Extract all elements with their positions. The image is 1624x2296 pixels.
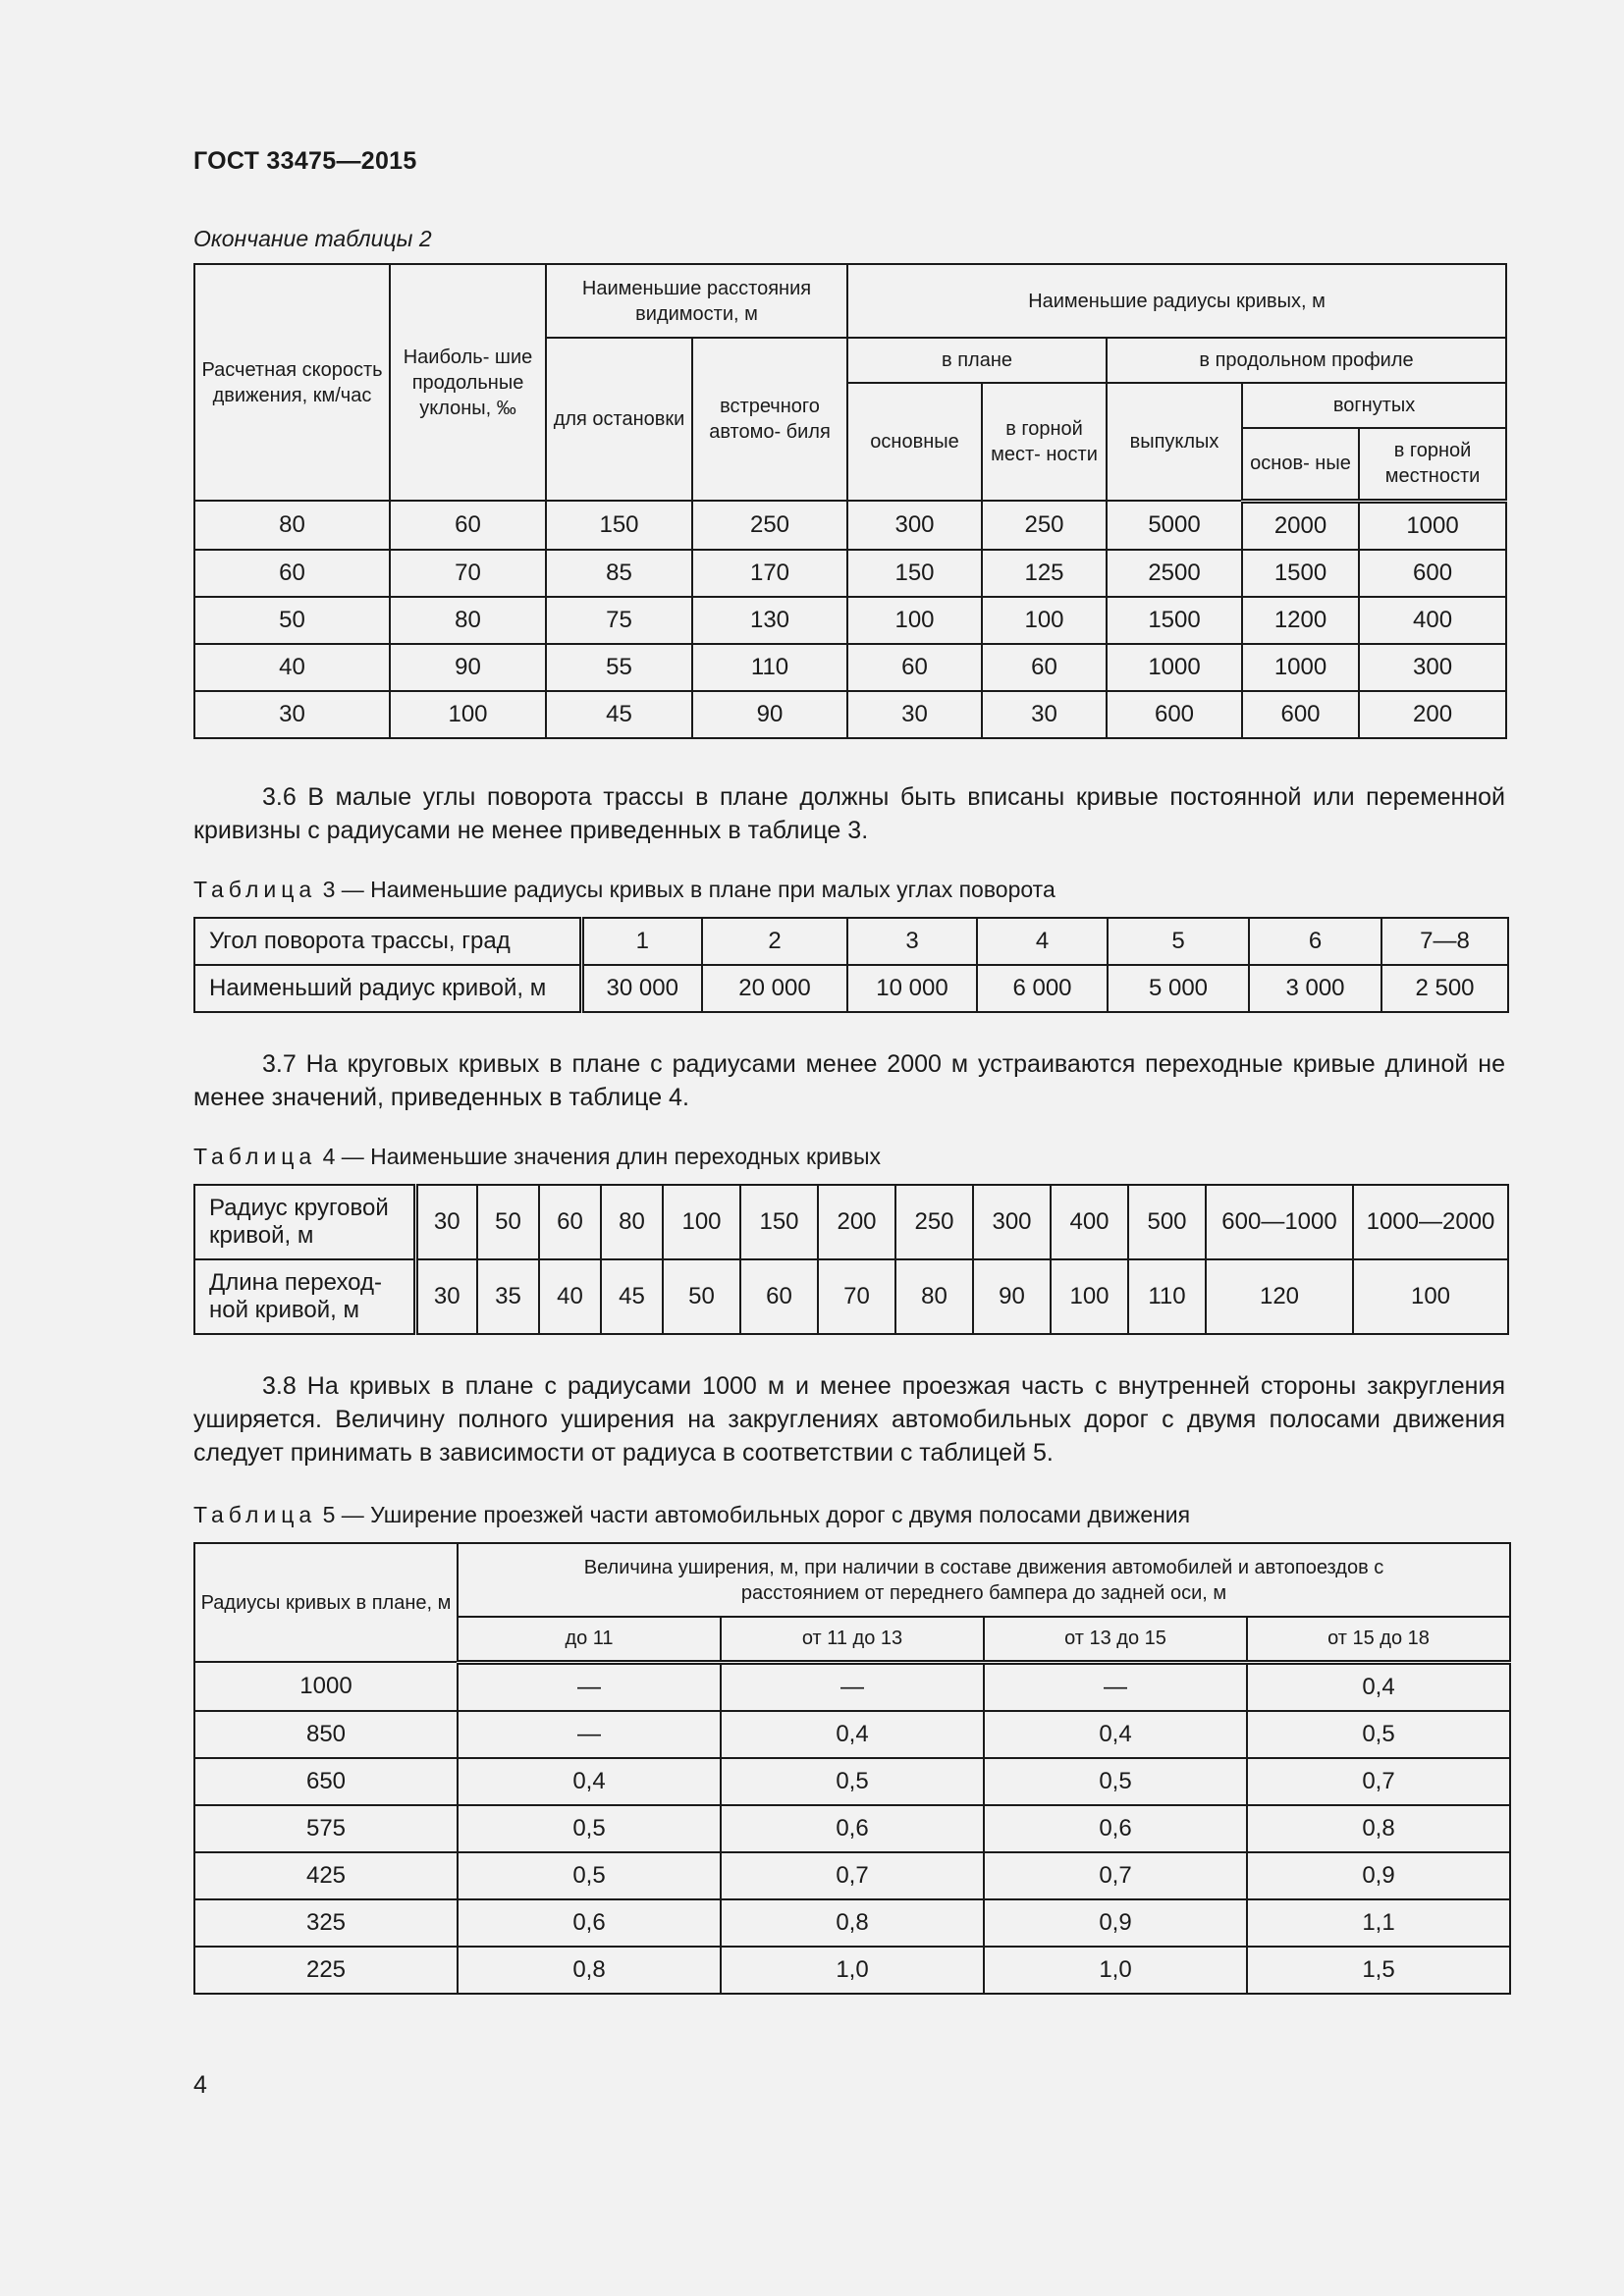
- table-row: [194, 1711, 1510, 1758]
- table-row: [194, 918, 1508, 965]
- table-cell: 130: [692, 597, 847, 644]
- header-concave: вогнутых: [1242, 383, 1506, 428]
- table-cell: 0,5: [458, 1852, 721, 1899]
- table-cell: 850: [194, 1711, 458, 1758]
- header-slope: Наиболь- шие продольные уклоны, ‰: [390, 264, 546, 501]
- table-cell: —: [458, 1711, 721, 1758]
- table-cell: 425: [194, 1852, 458, 1899]
- table3: [193, 917, 1509, 1013]
- table-cell: 125: [982, 550, 1107, 597]
- table-cell: 40: [194, 644, 390, 691]
- table-cell: 300: [1359, 644, 1506, 691]
- table2: [193, 263, 1507, 739]
- table-cell: 0,8: [1247, 1805, 1510, 1852]
- caption-word: Таблица: [193, 877, 317, 902]
- table-cell: 70: [818, 1259, 895, 1334]
- table-row: [194, 1758, 1510, 1805]
- table-cell: 5: [1108, 918, 1249, 965]
- table-row: [194, 1852, 1510, 1899]
- table-cell: 3 000: [1249, 965, 1381, 1012]
- table-cell: 100: [663, 1185, 740, 1259]
- table5: [193, 1542, 1511, 1995]
- table-cell: 1200: [1242, 597, 1359, 644]
- paragraph-3-7: [193, 1047, 1505, 1114]
- header-in-profile: в продольном профиле: [1107, 338, 1506, 383]
- table-cell: 0,9: [984, 1899, 1247, 1947]
- table-cell: 200: [818, 1185, 895, 1259]
- header-main: основные: [847, 383, 982, 501]
- header-up-to-11: до 11: [458, 1617, 721, 1662]
- table-cell: 6 000: [977, 965, 1108, 1012]
- caption-word: Таблица: [193, 1502, 317, 1527]
- table-cell: 50: [477, 1185, 539, 1259]
- table-row: [194, 1259, 1508, 1334]
- table-cell: 5 000: [1108, 965, 1249, 1012]
- table-cell: 0,7: [984, 1852, 1247, 1899]
- table-cell: 225: [194, 1947, 458, 1994]
- table-cell: 60: [539, 1185, 601, 1259]
- table-cell: 60: [740, 1259, 818, 1334]
- table-cell: 400: [1051, 1185, 1128, 1259]
- table-cell: 100: [982, 597, 1107, 644]
- table-cell: 0,4: [984, 1711, 1247, 1758]
- table-cell: 0,9: [1247, 1852, 1510, 1899]
- table-cell: 30: [847, 691, 982, 738]
- row-label: Длина переход-ной кривой, м: [194, 1259, 415, 1334]
- table-cell: 80: [390, 597, 546, 644]
- table-cell: 0,6: [984, 1805, 1247, 1852]
- header-speed: Расчетная скорость движения, км/час: [194, 264, 390, 501]
- table-cell: 0,5: [458, 1805, 721, 1852]
- table-cell: 10 000: [847, 965, 977, 1012]
- table-cell: 1000: [1242, 644, 1359, 691]
- table-row: [194, 501, 1506, 550]
- table-cell: 35: [477, 1259, 539, 1334]
- table-cell: 4: [977, 918, 1108, 965]
- table-cell: 5000: [1107, 501, 1242, 550]
- header-concave-mountain: в горной местности: [1359, 428, 1506, 501]
- caption-word: Таблица: [193, 1144, 317, 1169]
- table-cell: 80: [194, 501, 390, 550]
- header-visibility-oncoming: встречного автомо- биля: [692, 338, 847, 501]
- table-cell: 60: [847, 644, 982, 691]
- table-cell: 110: [1128, 1259, 1206, 1334]
- table-cell: 30: [982, 691, 1107, 738]
- table-cell: 0,4: [1247, 1662, 1510, 1711]
- table-cell: 0,4: [721, 1711, 984, 1758]
- table-cell: —: [458, 1662, 721, 1711]
- table5-caption: [193, 1502, 1190, 1528]
- table-cell: 600: [1242, 691, 1359, 738]
- table-cell: 325: [194, 1899, 458, 1947]
- table-cell: 6: [1249, 918, 1381, 965]
- table-cell: 1000: [1107, 644, 1242, 691]
- table-cell: 2500: [1107, 550, 1242, 597]
- table-cell: 300: [973, 1185, 1051, 1259]
- header-radii: Наименьшие радиусы кривых, м: [847, 264, 1506, 338]
- table-cell: 90: [973, 1259, 1051, 1334]
- table-cell: 100: [847, 597, 982, 644]
- header-visibility: Наименьшие расстояния видимости, м: [546, 264, 847, 338]
- table-cell: 150: [740, 1185, 818, 1259]
- header-convex: выпуклых: [1107, 383, 1242, 501]
- table-cell: 250: [895, 1185, 973, 1259]
- table-cell: 90: [692, 691, 847, 738]
- table-cell: 70: [390, 550, 546, 597]
- table4: [193, 1184, 1509, 1335]
- paragraph-text: 3.6 В малые углы поворота трассы в плане должны быть вписаны кривые постоянной или переменной кривизны с радиусами не менее приведенных в таблице 3.: [193, 783, 1505, 844]
- table-cell: 0,7: [721, 1852, 984, 1899]
- table-row: [194, 1947, 1510, 1994]
- table-row: [194, 1662, 1510, 1711]
- table-cell: 250: [692, 501, 847, 550]
- table-cell: 40: [539, 1259, 601, 1334]
- table-cell: 0,8: [458, 1947, 721, 1994]
- table-cell: —: [984, 1662, 1247, 1711]
- table-cell: 30 000: [581, 965, 702, 1012]
- table-row: [194, 1185, 1508, 1259]
- table-cell: 30: [194, 691, 390, 738]
- caption-text: 3 — Наименьшие радиусы кривых в плане при малых углах поворота: [322, 877, 1056, 902]
- header-in-plan: в плане: [847, 338, 1107, 383]
- row-label: Наименьший радиус кривой, м: [194, 965, 581, 1012]
- table-cell: 100: [390, 691, 546, 738]
- table-cell: 250: [982, 501, 1107, 550]
- table-cell: 170: [692, 550, 847, 597]
- table-cell: 110: [692, 644, 847, 691]
- table-cell: 650: [194, 1758, 458, 1805]
- table-cell: 600—1000: [1206, 1185, 1353, 1259]
- table-cell: 600: [1107, 691, 1242, 738]
- table-cell: 200: [1359, 691, 1506, 738]
- table-cell: 100: [1353, 1259, 1508, 1334]
- table-cell: 50: [194, 597, 390, 644]
- table-cell: 2000: [1242, 501, 1359, 550]
- table-row: [194, 1805, 1510, 1852]
- row-label: Радиус круговой кривой, м: [194, 1185, 415, 1259]
- table-cell: 120: [1206, 1259, 1353, 1334]
- header-mountain: в горной мест- ности: [982, 383, 1107, 501]
- table-cell: 80: [601, 1185, 663, 1259]
- table-cell: 75: [546, 597, 692, 644]
- header-11-to-13: от 11 до 13: [721, 1617, 984, 1662]
- table-cell: 45: [546, 691, 692, 738]
- table-cell: 2 500: [1381, 965, 1508, 1012]
- header-visibility-stop: для остановки: [546, 338, 692, 501]
- table-cell: 100: [1051, 1259, 1128, 1334]
- header-concave-main: основ- ные: [1242, 428, 1359, 501]
- table-cell: 1,5: [1247, 1947, 1510, 1994]
- table-cell: 2: [702, 918, 847, 965]
- table-cell: 60: [194, 550, 390, 597]
- paragraph-3-6: [193, 780, 1505, 847]
- page-number: 4: [193, 2071, 207, 2099]
- table-cell: 400: [1359, 597, 1506, 644]
- table-cell: 500: [1128, 1185, 1206, 1259]
- table-row: [194, 550, 1506, 597]
- caption-text: 5 — Уширение проезжей части автомобильных дорог с двумя полосами движения: [322, 1502, 1191, 1527]
- table4-caption: [193, 1144, 881, 1170]
- table-cell: 85: [546, 550, 692, 597]
- table-cell: 0,4: [458, 1758, 721, 1805]
- header-radius: Радиусы кривых в плане, м: [194, 1543, 458, 1662]
- table-cell: 150: [847, 550, 982, 597]
- table-cell: 0,5: [984, 1758, 1247, 1805]
- header-widening: Величина уширения, м, при наличии в составе движения автомобилей и автопоездов с расстоянием от переднего бампера до задней оси, м: [458, 1543, 1510, 1617]
- table-cell: 3: [847, 918, 977, 965]
- table-cell: 1,0: [721, 1947, 984, 1994]
- table-cell: 0,6: [458, 1899, 721, 1947]
- row-label: Угол поворота трассы, град: [194, 918, 581, 965]
- document-header: ГОСТ 33475—2015: [193, 147, 417, 175]
- table-cell: 90: [390, 644, 546, 691]
- table-cell: 300: [847, 501, 982, 550]
- table-cell: 1500: [1107, 597, 1242, 644]
- table-cell: 1: [581, 918, 702, 965]
- table-cell: 1000: [1359, 501, 1506, 550]
- table-cell: 30: [415, 1185, 477, 1259]
- table-cell: 1000: [194, 1662, 458, 1711]
- table-cell: 0,8: [721, 1899, 984, 1947]
- table-cell: —: [721, 1662, 984, 1711]
- caption-text: 4 — Наименьшие значения длин переходных кривых: [322, 1144, 881, 1169]
- table-row: [194, 965, 1508, 1012]
- table-cell: 0,5: [721, 1758, 984, 1805]
- table-cell: 600: [1359, 550, 1506, 597]
- table-cell: 0,5: [1247, 1711, 1510, 1758]
- table-cell: 60: [390, 501, 546, 550]
- table-cell: 150: [546, 501, 692, 550]
- table-cell: 575: [194, 1805, 458, 1852]
- table-row: [194, 1899, 1510, 1947]
- table-cell: 55: [546, 644, 692, 691]
- table-row: [194, 691, 1506, 738]
- table-cell: 1000—2000: [1353, 1185, 1508, 1259]
- table-cell: 20 000: [702, 965, 847, 1012]
- paragraph-3-8: [193, 1369, 1505, 1469]
- table-row: [194, 644, 1506, 691]
- table-row: [194, 597, 1506, 644]
- table-cell: 60: [982, 644, 1107, 691]
- table-cell: 1,1: [1247, 1899, 1510, 1947]
- paragraph-text: 3.7 На круговых кривых в плане с радиусами менее 2000 м устраиваются переходные кривые длиной не менее значений, приведенных в таблице 4.: [193, 1050, 1505, 1111]
- header-13-to-15: от 13 до 15: [984, 1617, 1247, 1662]
- table2-caption: Окончание таблицы 2: [193, 226, 432, 251]
- table-cell: 50: [663, 1259, 740, 1334]
- table-cell: 0,7: [1247, 1758, 1510, 1805]
- table-cell: 1500: [1242, 550, 1359, 597]
- table-cell: 30: [415, 1259, 477, 1334]
- table3-caption: [193, 877, 1056, 903]
- table-cell: 0,6: [721, 1805, 984, 1852]
- table-cell: 80: [895, 1259, 973, 1334]
- table-cell: 1,0: [984, 1947, 1247, 1994]
- paragraph-text: 3.8 На кривых в плане с радиусами 1000 м и менее проезжая часть с внутренней стороны закругления уширяется. Величину полного уширения на закруглениях автомобильных дорог с двумя полосами движения следует принимать в зависимости от радиуса в соответствии с таблицей 5.: [193, 1372, 1505, 1467]
- table-cell: 7—8: [1381, 918, 1508, 965]
- table-cell: 45: [601, 1259, 663, 1334]
- header-15-to-18: от 15 до 18: [1247, 1617, 1510, 1662]
